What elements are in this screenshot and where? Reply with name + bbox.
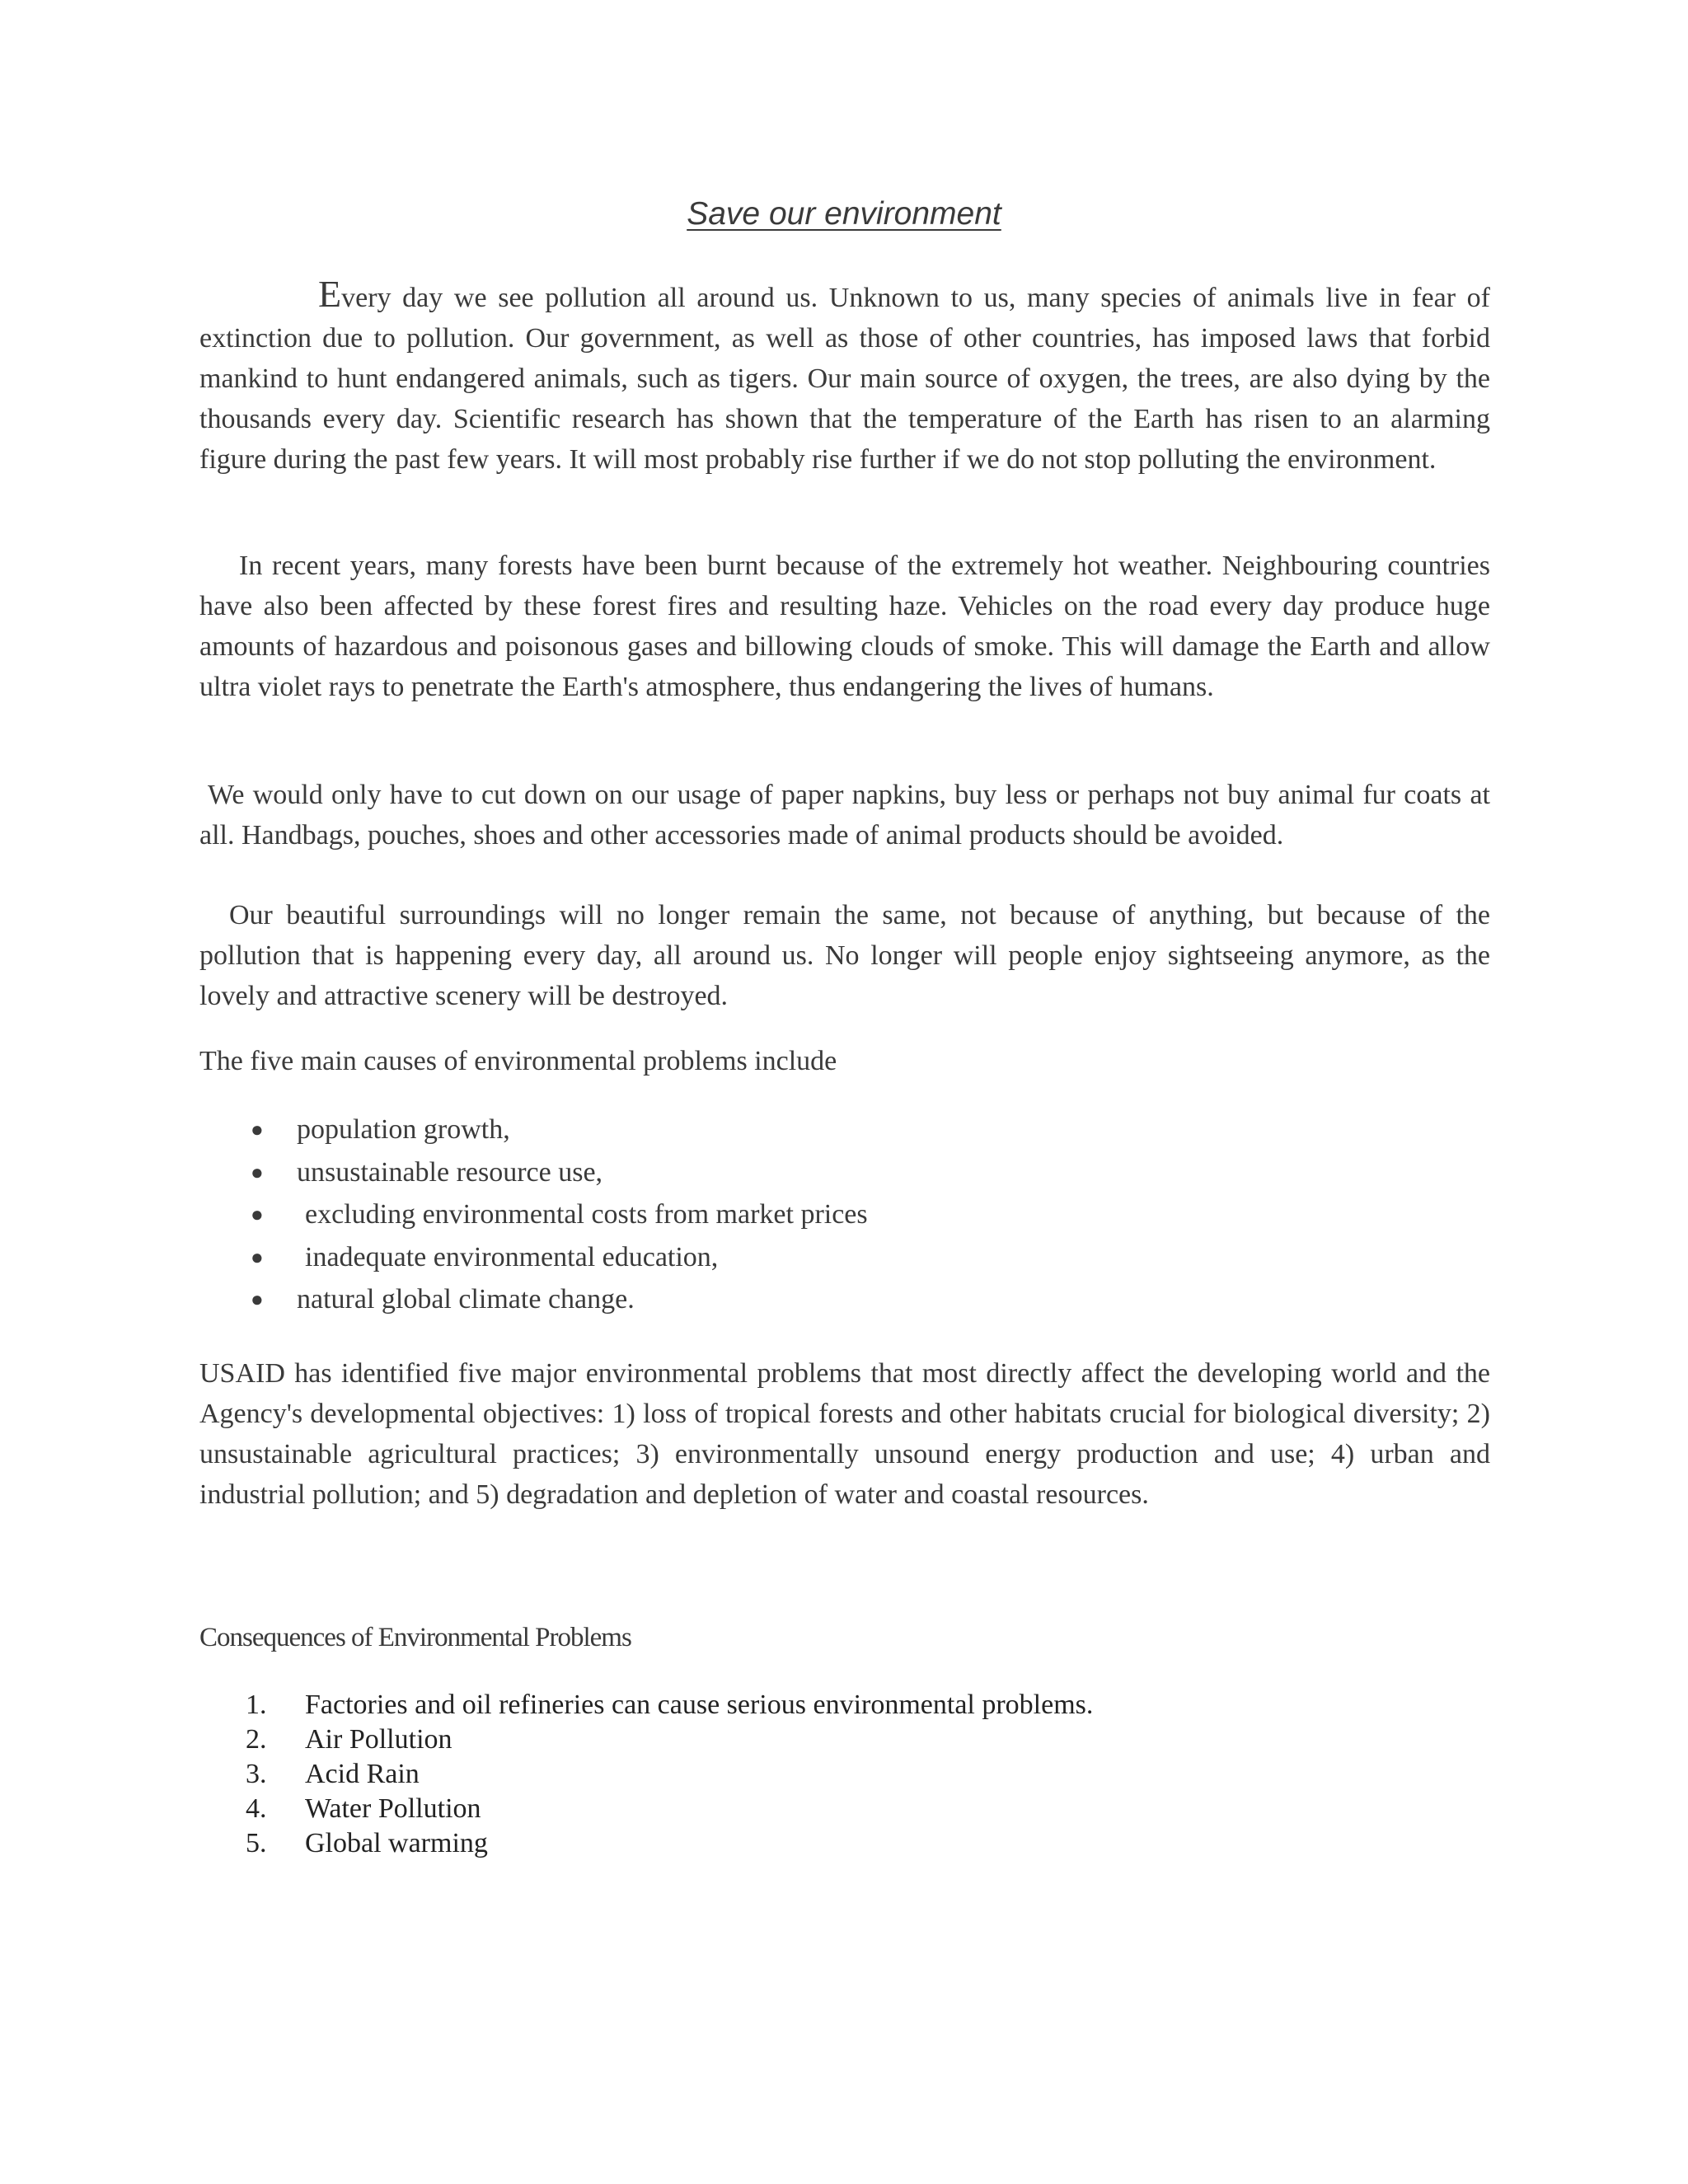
bullet-icon: ● — [251, 1287, 264, 1311]
list-number: 2. — [246, 1724, 267, 1755]
list-number: 5. — [246, 1828, 267, 1858]
list-number: 1. — [246, 1690, 267, 1720]
list-item — [199, 1688, 1490, 1722]
list-item — [199, 1193, 1490, 1236]
list-item-text: Global warming — [305, 1828, 488, 1858]
bullet-icon: ● — [251, 1118, 264, 1141]
list-item-text: natural global climate change. — [297, 1284, 635, 1315]
list-item-text: Air Pollution — [305, 1724, 452, 1755]
usaid-paragraph: USAID has identified five major environmental problems that most directly affect the developing world and the Agency's developmental objectives: 1) loss of tropical forests and other habitats crucial for biological diversity; 2) unsustainable agricultural practices; 3) environmentally unsound energy production and use; 4) urban and industrial pollution; and 5) degradation and depletion of water and coastal resources. — [199, 1358, 1490, 1510]
consequences-list — [199, 1688, 1490, 1861]
list-item — [199, 1108, 1490, 1151]
list-item — [199, 1236, 1490, 1279]
list-number: 4. — [246, 1793, 267, 1824]
list-item-text: Acid Rain — [305, 1759, 420, 1789]
bullet-icon: ● — [251, 1202, 264, 1226]
list-item-text: inadequate environmental education, — [305, 1241, 719, 1272]
consequences-heading: Consequences of Environmental Problems — [199, 1623, 631, 1652]
bullet-icon: ● — [251, 1244, 264, 1269]
list-item-text: Factories and oil refineries can cause serious environmental problems. — [305, 1690, 1094, 1720]
document-title: Save our environment — [687, 196, 1001, 232]
paragraph-4: Our beautiful surroundings will no longer remain the same, not because of anything, but because of the pollution that is happening every day, all around us. No longer will people enjoy sightseeing anymore, as the lovely and attractive scenery will be destroyed. — [199, 900, 1490, 1011]
drop-cap-letter: E — [318, 273, 342, 315]
list-item — [199, 1757, 1490, 1792]
paragraph-2: In recent years, many forests have been burnt because of the extremely hot weather. Neighbouring countries have also been affected by these forest fires and resulting haze. Vehicles on the road every day produce huge amounts of hazardous and poisonous gases and billowing clouds of smoke. This will damage the Earth and allow ultra violet rays to penetrate the Earth's atmosphere, thus endangering the lives of humans. — [199, 551, 1490, 702]
paragraph-3: We would only have to cut down on our usage of paper napkins, buy less or perhaps not buy animal fur coats at all. Handbags, pouches, shoes and other accessories made of animal products should be avoided. — [199, 780, 1490, 851]
bullet-icon: ● — [251, 1160, 264, 1184]
list-number: 3. — [246, 1759, 267, 1789]
paragraph-1 — [199, 274, 1490, 480]
list-item — [199, 1792, 1490, 1826]
list-item-text: excluding environmental costs from market prices — [305, 1199, 868, 1230]
causes-list — [199, 1108, 1490, 1321]
list-item — [199, 1151, 1490, 1194]
paragraph-1-text: very day we see pollution all around us. Unknown to us, many species of animals live in fear of extinction due to pollution. Our government, as well as those of other countries, has imposed laws that forbid mankind to hunt endangered animals, such as tigers. Our main source of oxygen, the trees, are also dying by the thousands every day. Scientific research has shown that the temperature of the Earth has risen to an alarming figure during the past few years. It will most probably rise further if we do not stop polluting the environment. — [199, 283, 1490, 475]
list-item-text: Water Pollution — [305, 1793, 481, 1824]
list-item — [199, 1826, 1490, 1861]
list-item — [199, 1722, 1490, 1757]
causes-intro: The five main causes of environmental problems include — [199, 1046, 837, 1076]
list-item-text: population growth, — [297, 1114, 510, 1145]
list-item-text: unsustainable resource use, — [297, 1156, 603, 1188]
list-item — [199, 1278, 1490, 1321]
